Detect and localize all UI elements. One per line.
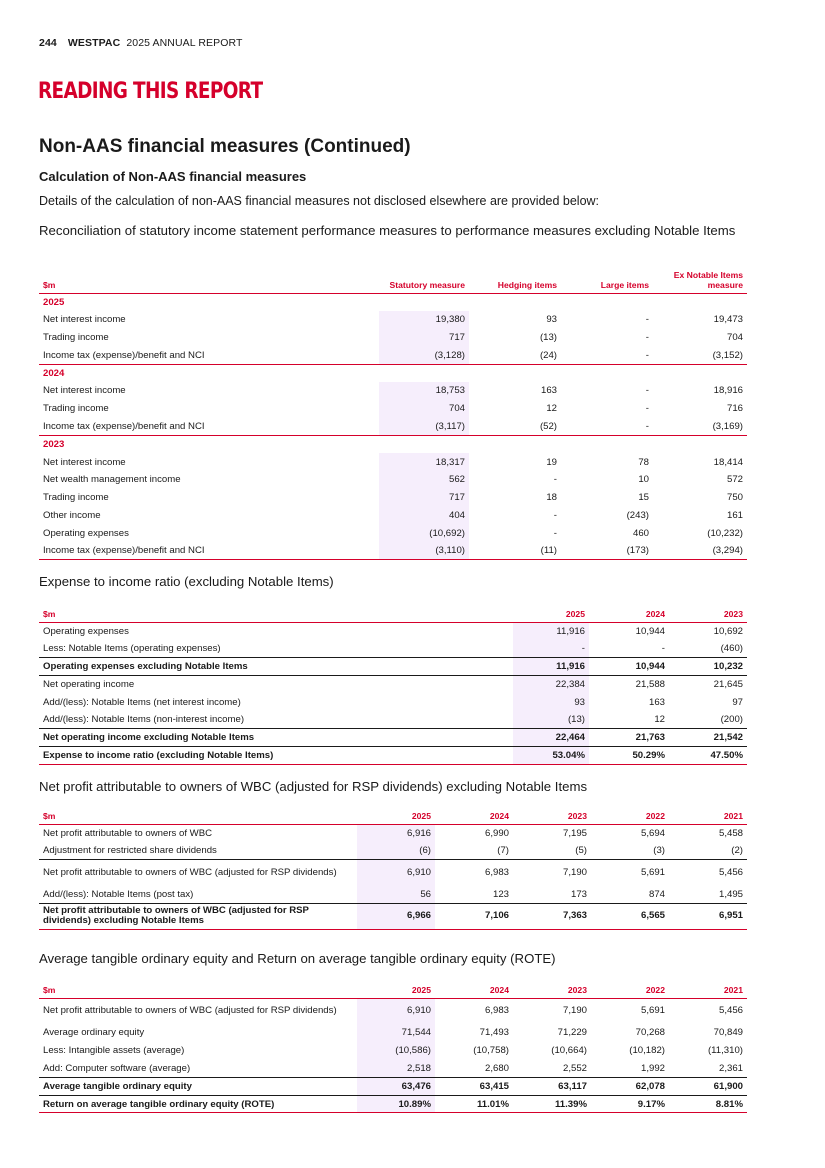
cell-value: (10,586) [357, 1042, 435, 1060]
cell-value: 71,493 [479, 1027, 509, 1039]
cell-value: 717 [379, 489, 469, 507]
cell-value: 7,190 [562, 866, 587, 878]
cell-value: 97 [732, 696, 743, 708]
cell-value: 19 [546, 456, 557, 468]
cell-value: 18,414 [713, 456, 743, 468]
table-row [39, 824, 747, 842]
cell-value: 93 [546, 314, 557, 326]
cell-value: 6,565 [591, 903, 669, 929]
table-row [39, 1042, 747, 1060]
cell-value: 11,916 [513, 622, 589, 640]
row-label: Add/(less): Notable Items (post tax) [39, 886, 357, 904]
cell-value: 18 [546, 492, 557, 504]
row-label: Net profit attributable to owners of WBC [43, 827, 213, 839]
cell-value: (11,310) [707, 1045, 743, 1057]
cell-value: (243) [626, 509, 649, 521]
cell-value: (6) [357, 842, 435, 860]
cell-value: 5,456 [718, 1005, 743, 1017]
column-header: 2025 [513, 603, 589, 622]
row-label: Adjustment for restricted share dividends [39, 842, 357, 860]
cell-value: (10,182) [629, 1045, 665, 1057]
page-number: 244 [39, 37, 57, 49]
cell-value: 5,691 [640, 866, 665, 878]
cell-value: 53.04% [513, 747, 589, 765]
table-row [39, 1060, 747, 1078]
table-row [39, 329, 747, 347]
cell-value: 562 [379, 471, 469, 489]
cell-value: (10,664) [551, 1045, 587, 1057]
table-row [39, 747, 747, 765]
cell-value: (173) [561, 542, 653, 560]
reconciliation-table-body [39, 293, 747, 560]
cell-value: 93 [513, 693, 589, 711]
table-row [39, 1077, 747, 1095]
cell-value: - [513, 640, 589, 658]
column-header: 2025 [357, 980, 435, 998]
table-row [39, 542, 747, 560]
page-title: Non-AAS financial measures (Continued) [39, 136, 411, 157]
cell-value: 10,944 [635, 625, 665, 637]
cell-value: 47.50% [669, 747, 747, 765]
cell-value: 70,849 [713, 1027, 743, 1039]
cell-value: 18,753 [379, 382, 469, 400]
table-row [39, 507, 747, 525]
column-header: 2024 [589, 603, 669, 622]
cell-value: 22,384 [513, 675, 589, 693]
row-label: Net operating income [43, 679, 135, 691]
cell-value: 21,645 [713, 679, 743, 691]
row-label: Operating expenses [43, 625, 129, 637]
cell-value: 71,544 [357, 1024, 435, 1042]
column-header: $m [39, 980, 357, 998]
cell-value: 2,680 [435, 1060, 513, 1078]
table-row [39, 693, 747, 711]
table-row [39, 400, 747, 418]
row-label: Add/(less): Notable Items (non-interest income) [39, 711, 513, 729]
cell-value: 123 [435, 886, 513, 904]
cell-value: 2,552 [513, 1060, 591, 1078]
cell-value: - [553, 527, 557, 539]
cell-value: 10.89% [357, 1095, 435, 1113]
column-header: 2021 [669, 806, 747, 824]
cell-value: 6,951 [669, 903, 747, 929]
table1-title: Reconciliation of statutory income statement performance measures to performance measures excluding Notable Items [39, 223, 736, 238]
cell-value: (13) [539, 331, 557, 343]
rote-table-body [39, 998, 747, 1113]
table-row [39, 729, 747, 747]
cell-value: 704 [379, 400, 469, 418]
cell-value: - [553, 474, 557, 486]
cell-value: 5,456 [718, 866, 743, 878]
table-row [39, 903, 747, 929]
row-label: Operating expenses excluding Notable Items [39, 658, 513, 676]
row-label: Less: Notable Items (operating expenses) [39, 640, 513, 658]
cell-value: 460 [632, 527, 649, 539]
cell-value: (2) [669, 842, 747, 860]
table-row [39, 860, 747, 886]
table-row [39, 622, 747, 640]
row-label: Average ordinary equity [43, 1027, 145, 1039]
cell-value: 173 [513, 886, 591, 904]
cell-value: (11) [469, 542, 561, 560]
year-label: 2025 [43, 296, 65, 308]
cell-value: 161 [726, 509, 743, 521]
cell-value: 5,694 [640, 827, 665, 839]
table-row [39, 675, 747, 693]
brand-name: WESTPAC [67, 37, 121, 49]
cell-value: 12 [589, 711, 669, 729]
cell-value: 7,106 [435, 903, 513, 929]
column-header: $m [39, 266, 379, 293]
column-header: 2023 [669, 603, 747, 622]
cell-value: 11,916 [513, 658, 589, 676]
page-header [39, 37, 243, 49]
column-header: Large items [561, 266, 653, 293]
cell-value: 716 [726, 403, 743, 415]
row-label: Net profit attributable to owners of WBC (adjusted for RSP dividends) [43, 866, 337, 878]
cell-value: 15 [638, 492, 649, 504]
table-row [39, 346, 747, 364]
cell-value: 18,317 [379, 453, 469, 471]
row-label: Net profit attributable to owners of WBC (adjusted for RSP dividends) excluding Notable Items [39, 903, 357, 929]
row-label: Add/(less): Notable Items (net interest income) [43, 696, 241, 708]
cell-value: (3,117) [379, 418, 469, 436]
cell-value: 50.29% [589, 747, 669, 765]
cell-value: 10,232 [669, 658, 747, 676]
row-label: Income tax (expense)/benefit and NCI [39, 346, 379, 364]
cell-value: (3,110) [379, 542, 469, 560]
cell-value: 1,495 [669, 886, 747, 904]
table-row [39, 658, 747, 676]
cell-value: 70,268 [635, 1027, 665, 1039]
row-label: Expense to income ratio (excluding Notable Items) [39, 747, 513, 765]
expense-ratio-table-body [39, 622, 747, 764]
column-header: 2021 [669, 980, 747, 998]
net-profit-table-body [39, 824, 747, 929]
row-label: Average tangible ordinary equity [39, 1077, 357, 1095]
row-label: Trading income [43, 403, 109, 415]
table-row [39, 998, 747, 1024]
cell-value: - [553, 509, 557, 521]
table-row [39, 842, 747, 860]
cell-value: 8.81% [669, 1095, 747, 1113]
cell-value: 12 [546, 403, 557, 415]
cell-value: - [589, 640, 669, 658]
cell-value: 5,458 [718, 827, 743, 839]
cell-value: 6,916 [357, 824, 435, 842]
table-row [39, 711, 747, 729]
cell-value: 2,518 [357, 1060, 435, 1078]
cell-value: (13) [513, 711, 589, 729]
table-row [39, 1024, 747, 1042]
row-label: Add: Computer software (average) [39, 1060, 357, 1078]
cell-value: (52) [469, 418, 561, 436]
cell-value: 6,983 [484, 866, 509, 878]
reconciliation-table [39, 266, 747, 560]
cell-value: 750 [726, 492, 743, 504]
cell-value: (5) [513, 842, 591, 860]
cell-value: (10,232) [707, 527, 743, 539]
row-label: Net profit attributable to owners of WBC (adjusted for RSP dividends) [43, 1005, 337, 1017]
cell-value: 572 [726, 474, 743, 486]
expense-ratio-table [39, 603, 747, 765]
cell-value: 7,363 [513, 903, 591, 929]
cell-value: 10 [638, 474, 649, 486]
row-label: Trading income [43, 492, 109, 504]
cell-value: 78 [638, 456, 649, 468]
section-subtitle: Calculation of Non-AAS financial measures [39, 169, 307, 184]
cell-value: 71,229 [557, 1027, 587, 1039]
cell-value: 6,983 [484, 1005, 509, 1017]
cell-value: (3,169) [653, 418, 747, 436]
column-header: Statutory measure [379, 266, 469, 293]
cell-value: 10,944 [589, 658, 669, 676]
cell-value: 1,992 [591, 1060, 669, 1078]
cell-value: - [561, 346, 653, 364]
cell-value: 21,588 [635, 679, 665, 691]
cell-value: (200) [669, 711, 747, 729]
row-label: Operating expenses [43, 527, 129, 539]
cell-value: 6,966 [357, 903, 435, 929]
row-label: Trading income [43, 331, 109, 343]
cell-value: 874 [591, 886, 669, 904]
column-header: 2024 [435, 980, 513, 998]
column-header: 2023 [513, 806, 591, 824]
cell-value: 63,476 [357, 1077, 435, 1095]
table-row [39, 489, 747, 507]
table-row [39, 1095, 747, 1113]
cell-value: 9.17% [591, 1095, 669, 1113]
year-row [39, 435, 747, 453]
cell-value: - [645, 331, 649, 343]
table-row [39, 311, 747, 329]
year-label: 2024 [43, 367, 65, 379]
year-label: 2023 [43, 439, 65, 451]
row-label: Return on average tangible ordinary equity (ROTE) [39, 1095, 357, 1113]
cell-value: (7) [435, 842, 513, 860]
column-header: $m [39, 603, 513, 622]
cell-value: 18,916 [713, 385, 743, 397]
cell-value: - [645, 385, 649, 397]
cell-value: 11.39% [513, 1095, 591, 1113]
cell-value: 21,542 [669, 729, 747, 747]
cell-value: 163 [540, 385, 557, 397]
column-header: 2022 [591, 806, 669, 824]
cell-value: 11.01% [435, 1095, 513, 1113]
intro-text: Details of the calculation of non-AAS financial measures not disclosed elsewhere are provided below: [39, 194, 600, 208]
rote-table [39, 980, 747, 1113]
cell-value: 56 [357, 886, 435, 904]
column-header: 2023 [513, 980, 591, 998]
cell-value: - [645, 314, 649, 326]
year-row [39, 364, 747, 382]
table3-title: Net profit attributable to owners of WBC (adjusted for RSP dividends) excluding Notable Items [39, 779, 588, 794]
row-label: Net interest income [43, 314, 126, 326]
cell-value: 717 [379, 329, 469, 347]
year-row [39, 293, 747, 311]
table4-title: Average tangible ordinary equity and Return on average tangible ordinary equity (ROTE) [39, 951, 556, 966]
row-label: Income tax (expense)/benefit and NCI [39, 542, 379, 560]
row-label: Net operating income excluding Notable Items [39, 729, 513, 747]
column-header: 2025 [357, 806, 435, 824]
row-label: Income tax (expense)/benefit and NCI [39, 418, 379, 436]
table-row [39, 453, 747, 471]
table-row [39, 382, 747, 400]
row-label: Less: Intangible assets (average) [43, 1045, 185, 1057]
cell-value: 21,763 [589, 729, 669, 747]
cell-value: (460) [669, 640, 747, 658]
cell-value: 704 [726, 331, 743, 343]
cell-value: 7,195 [562, 827, 587, 839]
report-name: 2025 ANNUAL REPORT [126, 37, 243, 49]
cell-value: 61,900 [669, 1077, 747, 1095]
table-row [39, 471, 747, 489]
table2-title: Expense to income ratio (excluding Notable Items) [39, 574, 334, 589]
table-row [39, 418, 747, 436]
cell-value: 2,361 [669, 1060, 747, 1078]
cell-value: 19,380 [379, 311, 469, 329]
cell-value: - [645, 403, 649, 415]
cell-value: 6,990 [484, 827, 509, 839]
cell-value: 5,691 [640, 1005, 665, 1017]
cell-value: 6,910 [357, 998, 435, 1024]
cell-value: (3,128) [379, 346, 469, 364]
cell-value: (24) [469, 346, 561, 364]
row-label: Net interest income [43, 385, 126, 397]
column-header: Ex Notable Items measure [653, 266, 747, 293]
cell-value: - [561, 418, 653, 436]
cell-value: 62,078 [591, 1077, 669, 1095]
cell-value: 10,692 [713, 625, 743, 637]
table-row [39, 640, 747, 658]
cell-value: 63,415 [435, 1077, 513, 1095]
table-row [39, 886, 747, 904]
row-label: Other income [43, 509, 101, 521]
cell-value: 19,473 [713, 314, 743, 326]
column-header: 2024 [435, 806, 513, 824]
column-header: 2022 [591, 980, 669, 998]
section-banner: READING THIS REPORT [38, 78, 263, 104]
cell-value: (3,152) [653, 346, 747, 364]
cell-value: 6,910 [357, 860, 435, 886]
cell-value: (3) [591, 842, 669, 860]
row-label: Net wealth management income [43, 474, 181, 486]
cell-value: 63,117 [513, 1077, 591, 1095]
cell-value: 404 [379, 507, 469, 525]
cell-value: 22,464 [513, 729, 589, 747]
column-header: $m [39, 806, 357, 824]
row-label: Net interest income [43, 456, 126, 468]
cell-value: (10,758) [473, 1045, 509, 1057]
cell-value: (10,692) [379, 524, 469, 542]
net-profit-table [39, 806, 747, 930]
table-row [39, 524, 747, 542]
cell-value: 163 [648, 696, 665, 708]
cell-value: (3,294) [653, 542, 747, 560]
cell-value: 7,190 [562, 1005, 587, 1017]
column-header: Hedging items [469, 266, 561, 293]
